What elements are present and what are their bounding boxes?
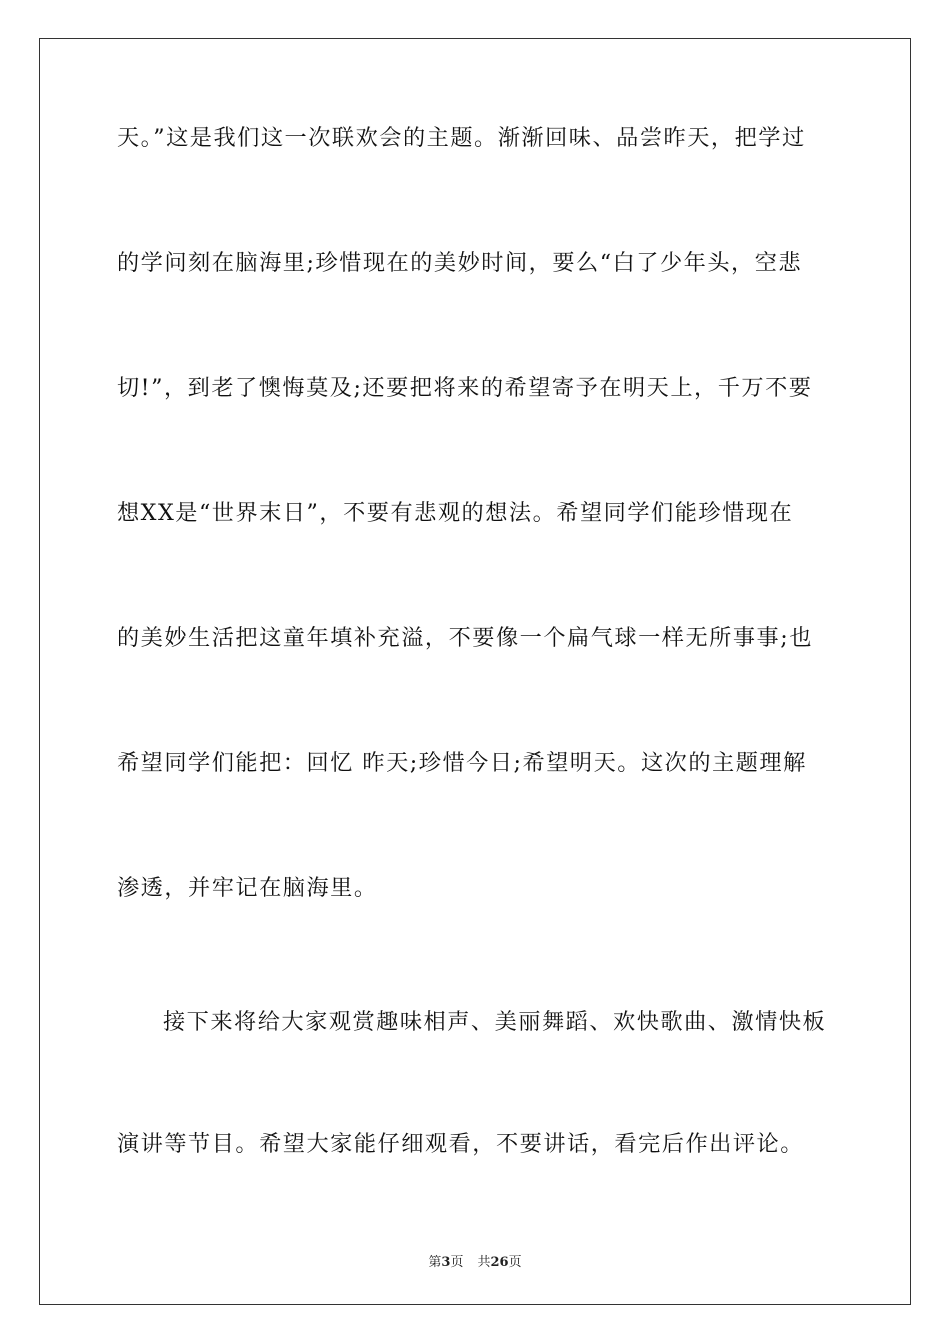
paragraph-line-indented: 接下来将给大家观赏趣味相声、美丽舞蹈、欢快歌曲、激情快板 <box>163 1009 827 1035</box>
page-footer <box>0 1251 950 1270</box>
total-suffix: 页 <box>508 1255 522 1270</box>
page-prefix: 第 <box>428 1255 442 1270</box>
paragraph-line: 天。”这是我们这一次联欢会的主题。渐渐回味、品尝昨天，把学过 <box>117 125 806 151</box>
paragraph-line: 希望同学们能把：回忆 昨天;珍惜今日;希望明天。这次的主题理解 <box>117 750 807 776</box>
paragraph-line: 想XX是“世界末日”，不要有悲观的想法。希望同学们能珍惜现在 <box>117 500 794 526</box>
page-number: 3 <box>441 1255 451 1270</box>
page-border <box>39 38 911 1305</box>
paragraph-line: 的学问刻在脑海里;珍惜现在的美妙时间，要么“白了少年头，空悲 <box>117 250 803 276</box>
paragraph-line: 切!”，到老了懊悔莫及;还要把将来的希望寄予在明天上，千万不要 <box>117 375 813 401</box>
paragraph-line: 渗透，并牢记在脑海里。 <box>117 875 378 901</box>
total-prefix: 共 <box>477 1255 491 1270</box>
total-pages: 26 <box>490 1255 509 1270</box>
paragraph-line: 演讲等节目。希望大家能仔细观看，不要讲话，看完后作出评论。 <box>117 1131 804 1157</box>
paragraph-line: 的美妙生活把这童年填补充溢，不要像一个扁气球一样无所事事;也 <box>117 625 813 651</box>
page-suffix: 页 <box>450 1255 464 1270</box>
